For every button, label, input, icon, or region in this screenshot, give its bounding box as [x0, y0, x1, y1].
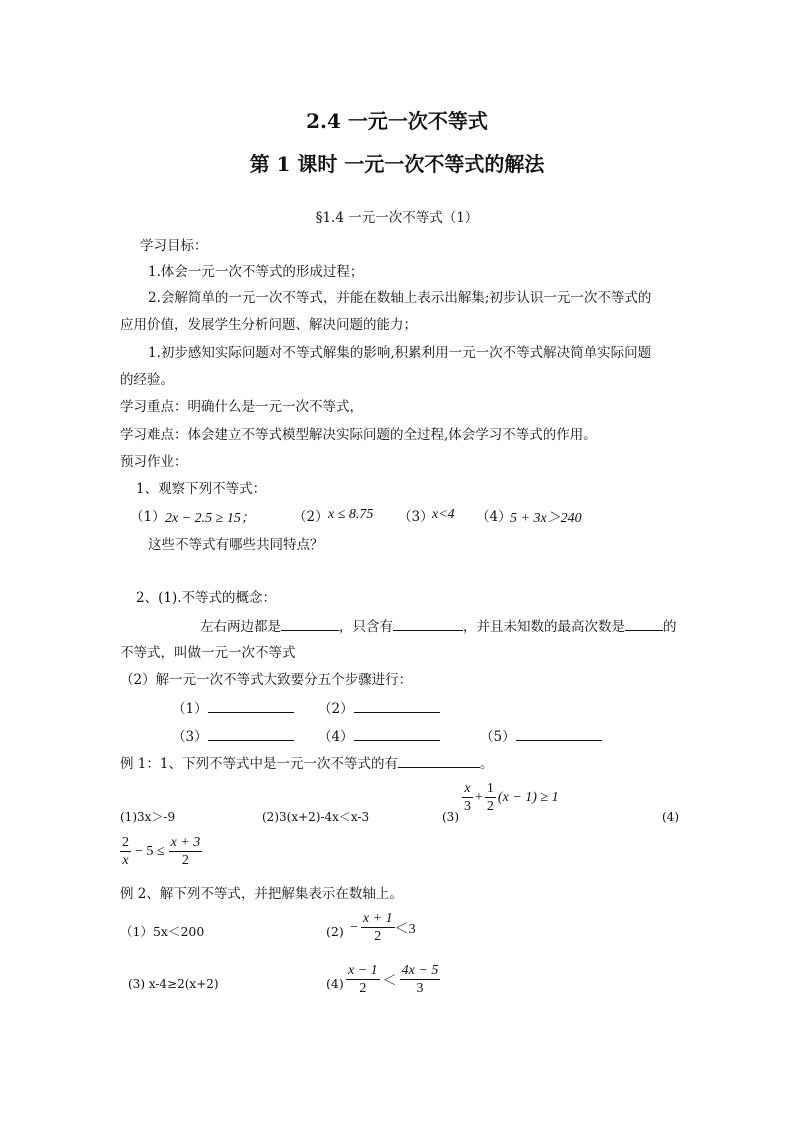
lesson-subtitle: 第 1 课时 一元一次不等式的解法	[249, 152, 545, 176]
blank-field[interactable]	[398, 753, 480, 768]
blank-field[interactable]	[393, 616, 463, 631]
example-2-problem-3: (3) x-4≥2(x+2)	[128, 977, 219, 991]
goal-item-1: 1.体会一元一次不等式的形成过程；	[148, 264, 364, 280]
inequality-1: 2x − 2.5 ≥ 15；	[165, 511, 255, 526]
inequality-4: 5 + 3x＞240	[510, 511, 582, 526]
example-1-option-1: (1)3x＞-9	[120, 810, 176, 824]
concept-part-3: ，并且未知数的最高次数是	[463, 619, 625, 635]
concept-line-1	[200, 616, 677, 637]
concept-line-2: 不等式，叫做一元一次不等式	[120, 645, 296, 661]
question-1: 1、观察下列不等式：	[136, 481, 267, 497]
blank-field[interactable]	[354, 698, 440, 713]
concept-part-1: 左右两边都是	[200, 619, 281, 635]
example-1-option-2: (2)3(x+2)-4x＜x-3	[262, 810, 370, 824]
key-point: 学习重点：明确什么是一元一次不等式，	[120, 399, 363, 415]
goals-heading: 学习目标：	[140, 238, 208, 254]
step-1: （1）	[172, 698, 294, 719]
inequality-2-label: （2）	[293, 509, 329, 525]
question-2: 2、(1).不等式的概念：	[136, 590, 277, 606]
section-heading: §1.4 一元一次不等式（1）	[315, 210, 479, 226]
example-1-option-4-label: (4)	[662, 810, 679, 824]
steps-heading: （2）解一元一次不等式大致要分五个步骤进行：	[120, 672, 413, 688]
difficulty: 学习难点：体会建立不等式模型解决实际问题的全过程,体会学习不等式的作用。	[120, 427, 597, 443]
example-2-problem-2-label: (2)	[326, 924, 344, 939]
page-title: 2.4 一元一次不等式	[306, 109, 488, 133]
question-1-prompt: 这些不等式有哪些共同特点？	[148, 537, 324, 553]
inequality-2: x ≤ 8.75	[328, 507, 374, 522]
inequality-3-label: （3）	[398, 509, 434, 525]
blank-field[interactable]	[354, 726, 440, 741]
inequality-1-label: （1）	[130, 509, 166, 525]
blank-field[interactable]	[208, 726, 294, 741]
blank-field[interactable]	[516, 726, 602, 741]
example-2-problem-4-label: (4)	[326, 976, 344, 991]
step-4: （4）	[318, 726, 440, 747]
goal-item-2-line1: 2.会解简单的一元一次不等式，并能在数轴上表示出解集;初步认识一元一次不等式的	[148, 290, 652, 306]
example-1-option-3: $\frac{x}{3}$ + $\frac{1}{2}$ (x − 1) ≥ 1	[464, 781, 559, 814]
concept-part-4: 的	[663, 619, 677, 635]
step-2: （2）	[318, 698, 440, 719]
blank-field[interactable]	[208, 698, 294, 713]
inequality-4-label: （4）	[476, 509, 512, 525]
example-1: 例 1：1、下列不等式中是一元一次不等式的有 。	[120, 753, 493, 774]
example-1-option-4: $\frac{2}{x}$ − 5 ≤ $\frac{x + 3}{2}$	[122, 835, 201, 868]
goal-item-3-line1: 1.初步感知实际问题对不等式解集的影响,积累利用一元一次不等式解决简单实际问题	[148, 345, 652, 361]
preview-heading: 预习作业：	[120, 454, 188, 470]
example-2-problem-4: $\frac{x - 1}{2}$ ＜ $\frac{4x - 5}{3}$	[348, 963, 439, 996]
example-2: 例 2、解下列不等式，并把解集表示在数轴上。	[120, 886, 403, 902]
blank-field[interactable]	[625, 616, 663, 631]
inequality-3: x<4	[432, 507, 455, 522]
example-2-problem-1: （1）5x＜200	[120, 924, 205, 939]
blank-field[interactable]	[281, 616, 339, 631]
example-2-problem-2: − $\frac{x + 1}{2}$ ＜3	[350, 911, 416, 944]
goal-item-2-line2: 应用价值，发展学生分析问题、解决问题的能力；	[120, 317, 417, 333]
example-1-option-3-label: (3)	[442, 810, 459, 824]
goal-item-3-line2: 的经验。	[120, 372, 174, 388]
concept-part-2: ，只含有	[339, 619, 393, 635]
step-3: （3）	[172, 726, 294, 747]
step-5: （5）	[480, 726, 602, 747]
